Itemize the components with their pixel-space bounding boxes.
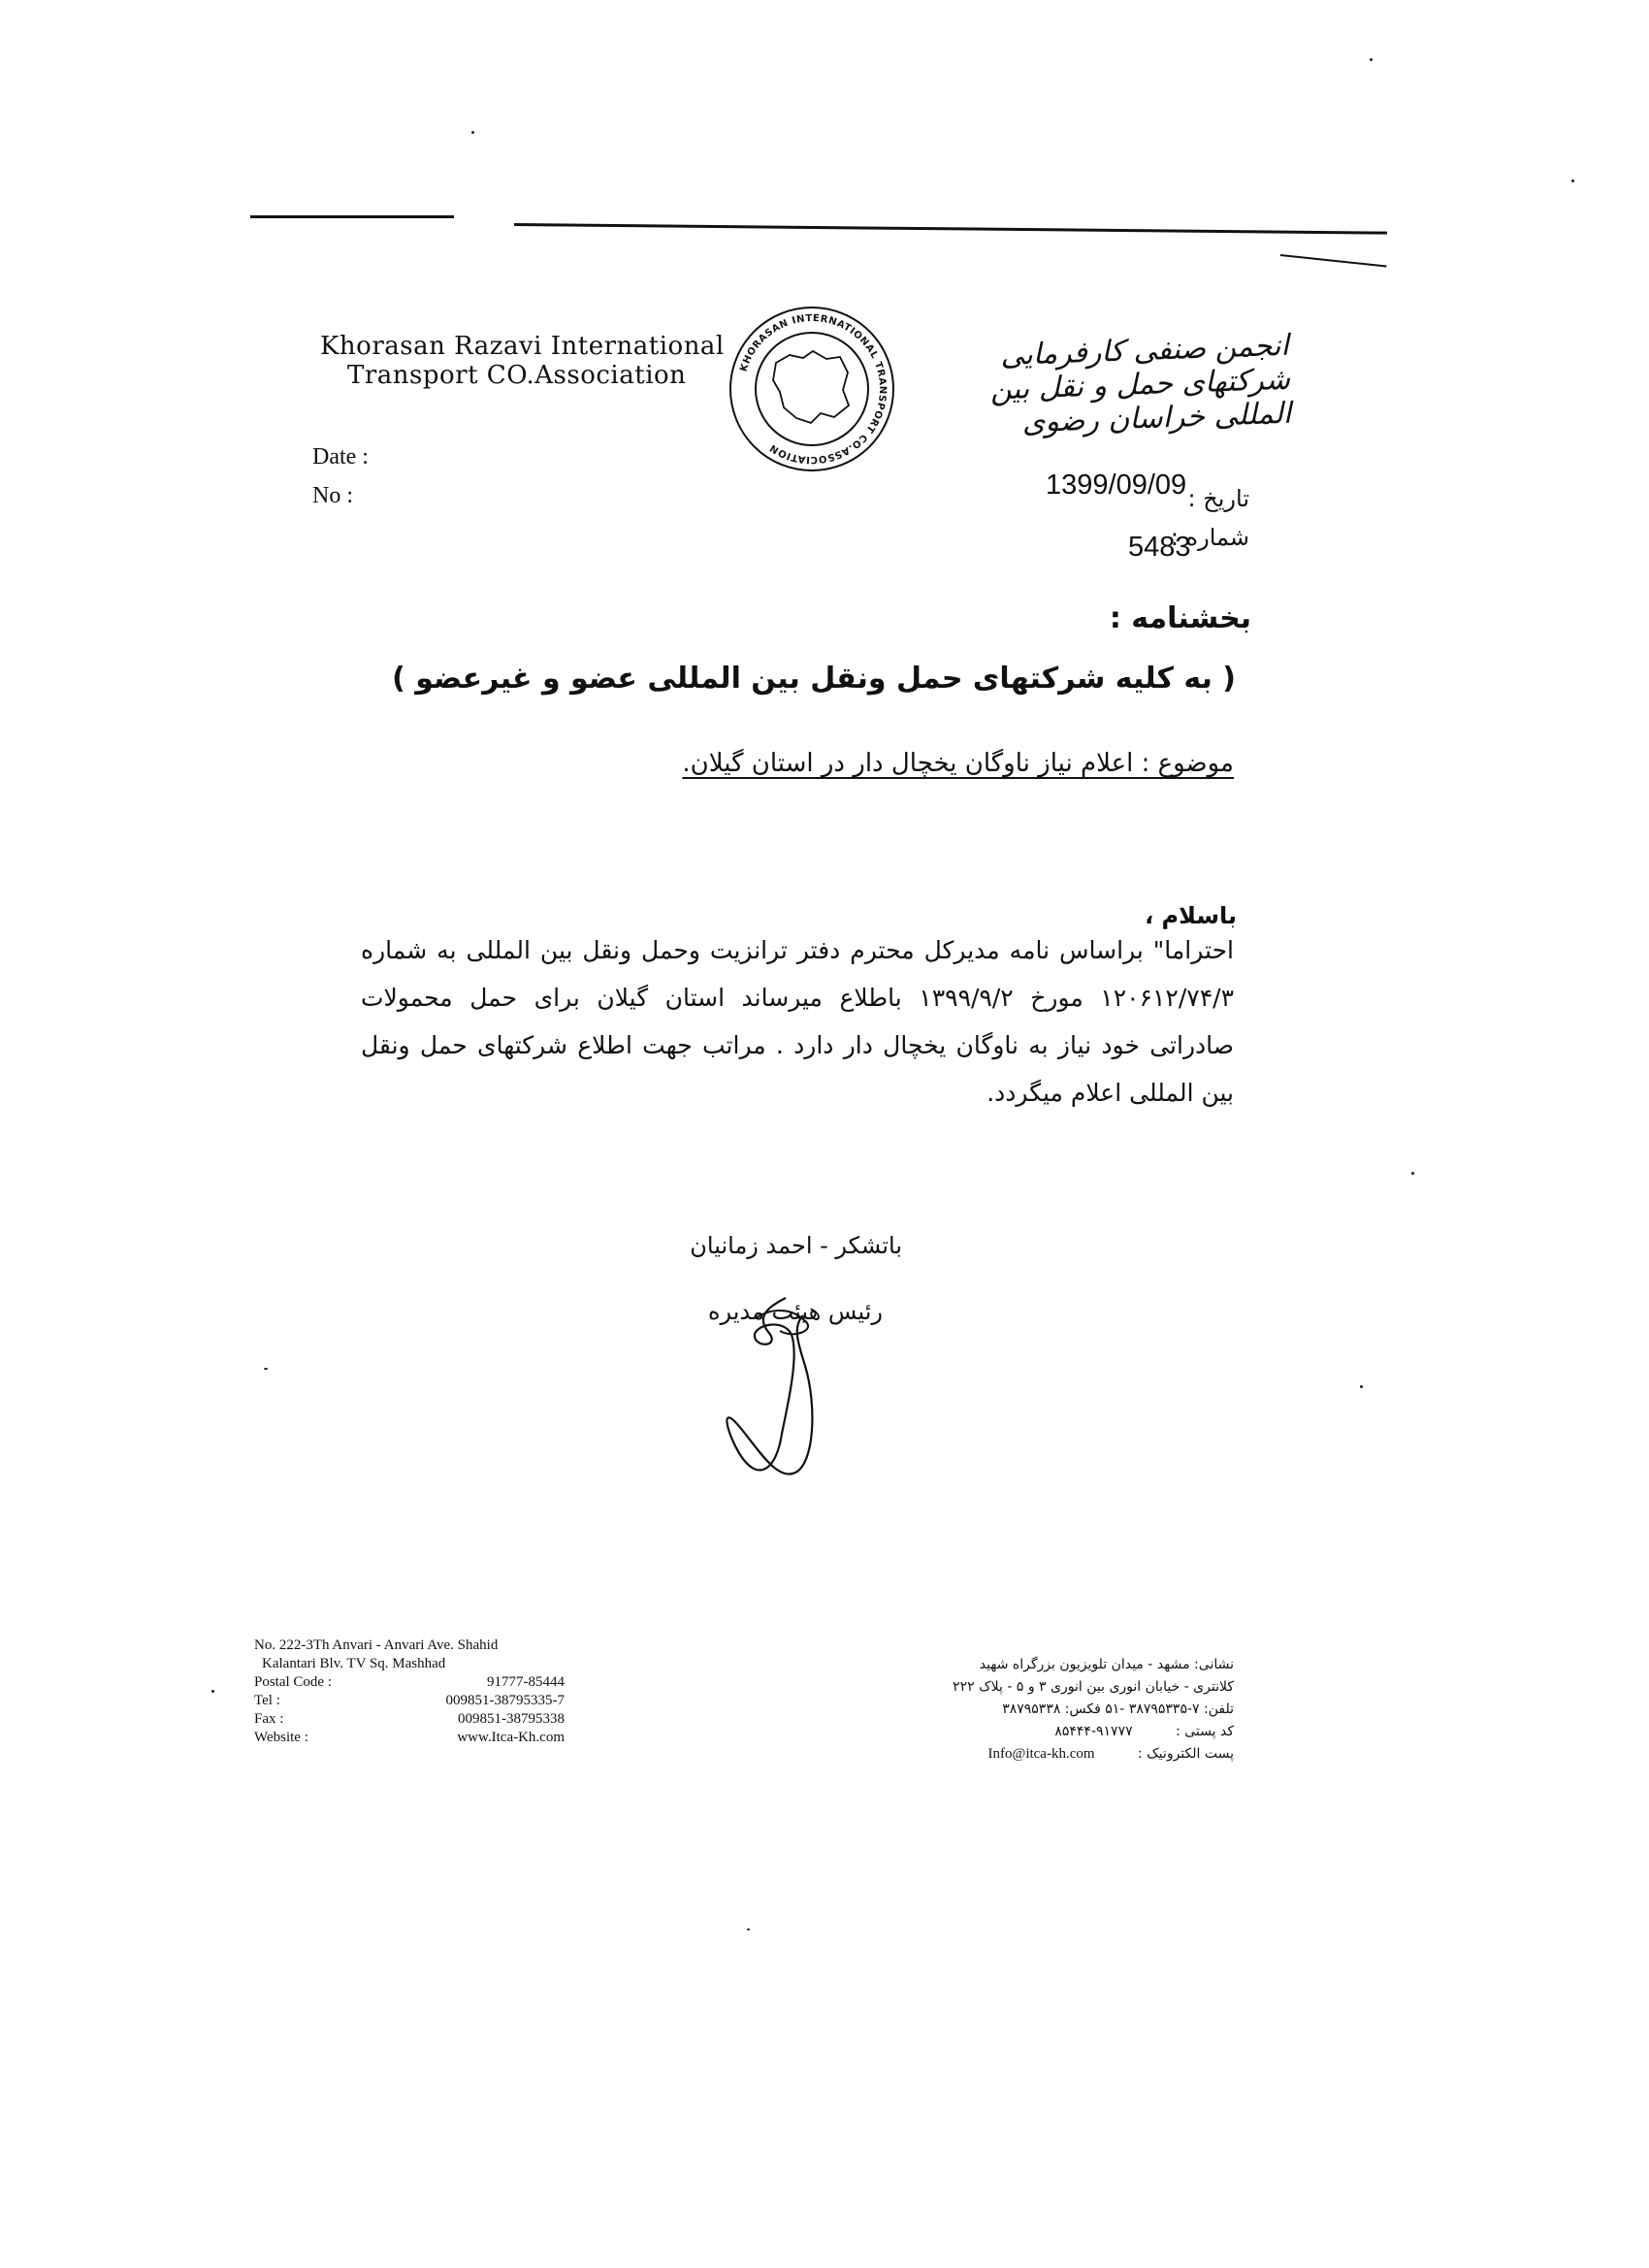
scan-speck (471, 131, 474, 134)
iran-map-icon (773, 351, 849, 423)
footer-fa-email-label: پست الکترونیک : (1138, 1746, 1234, 1762)
no-label-en: No : (312, 483, 353, 508)
scan-speck (1411, 1172, 1414, 1175)
header-rule-left (250, 215, 454, 218)
greeting: باسلام ، (1145, 902, 1237, 929)
footer-fa-phone-line: تلفن: ۷-۳۸۷۹۵۳۳۵ -۵۱ فکس: ۳۸۷۹۵۳۳۸ (1002, 1701, 1234, 1717)
number-value: 5483 (1128, 532, 1191, 563)
footer-postal-row (254, 1673, 565, 1692)
footer-postal-value: 91777-85444 (487, 1674, 565, 1690)
signature-scribble (698, 1288, 854, 1507)
footer-fa-email-value[interactable]: Info@itca-kh.com (987, 1746, 1095, 1762)
footer-fa-email-row (914, 1743, 1234, 1766)
org-name-fa: انجمن صنفی کارفرمایی شرکتهای حمل و نقل بین المللی خراسان رضوی (989, 328, 1292, 440)
signer-title: رئیس هیئت مدیره (707, 1298, 883, 1325)
letter-body: احتراما" براساس نامه مدیرکل محترم دفتر ترانزیت وحمل ونقل بین المللی به شماره ۱۲۰۶۱۲/۷۴/۳ مورخ ۱۳۹۹/۹/۲ باطلاع میرساند استان گیلان برای حمل محمولات صادراتی خود نیاز به ناوگان یخچال دار دارد . مراتب جهت اطلاع شرکتهای حمل ونقل بین المللی اعلام میگردد. (361, 936, 1234, 1107)
scan-speck (747, 1928, 750, 1930)
footer-website-row (254, 1729, 565, 1747)
subject: موضوع : اعلام نیاز ناوگان یخچال دار در استان گیلان. (682, 749, 1234, 778)
letter-type: بخشنامه : (1109, 601, 1251, 635)
footer-tel-row (254, 1692, 565, 1710)
recipients: ( به کلیه شرکتهای حمل ونقل بین المللی عضو و غیرعضو ) (392, 662, 1236, 696)
footer-address-line2: Kalantari Blv. TV Sq. Mashhad (262, 1656, 446, 1671)
date-label-fa: تاریخ : (1187, 485, 1249, 512)
org-name-en-line2: Transport CO.Association (347, 361, 687, 390)
closing: باتشکر - احمد زمانیان (690, 1232, 902, 1259)
footer-fa-postal-value: ۹۱۷۷۷-۸۵۴۴۴ (1054, 1724, 1133, 1739)
header-rule-tail (1280, 254, 1387, 267)
org-name-en (320, 332, 725, 390)
footer-fax-row (254, 1710, 565, 1729)
svg-text:KHORASAN INTERNATIONAL TRANSPO (738, 313, 888, 465)
footer-tel-label: Tel : (254, 1693, 280, 1708)
footer-website-label: Website : (254, 1730, 308, 1745)
scan-speck (264, 1368, 268, 1370)
scan-speck (1370, 58, 1373, 61)
association-seal-logo (726, 303, 898, 475)
org-name-en-line1: Khorasan Razavi International (320, 332, 725, 361)
footer-contact-fa (914, 1654, 1234, 1766)
seal-ring-text: KHORASAN INTERNATIONAL TRANSPORT CO.ASSOCIATION (738, 312, 889, 466)
date-value: 1399/09/09 (1046, 470, 1187, 501)
scan-speck (1360, 1385, 1363, 1388)
header-rule-main (514, 223, 1387, 235)
footer-postal-label: Postal Code : (254, 1674, 333, 1690)
scan-speck (1571, 179, 1574, 182)
footer-fa-postal-row (914, 1721, 1234, 1743)
scan-speck (211, 1690, 214, 1693)
footer-fa-address-line2: کلانتری - خیابان انوری بین انوری ۳ و ۵ - پلاک ۲۲۲ (953, 1679, 1234, 1695)
footer-address-line1: No. 222-3Th Anvari - Anvari Ave. Shahid (254, 1637, 499, 1653)
footer-fa-address-line1: نشانی: مشهد - میدان تلویزیون بزرگراه شهید (979, 1657, 1234, 1672)
footer-website-value[interactable]: www.Itca-Kh.com (457, 1730, 565, 1745)
number-label-fa: شماره : (1170, 524, 1249, 551)
footer-fax-value: 009851-38795338 (458, 1711, 565, 1727)
footer-tel-value: 009851-38795335-7 (445, 1693, 565, 1708)
date-label-en: Date : (312, 444, 369, 470)
footer-contact-en (254, 1636, 565, 1747)
footer-fa-postal-label: کد پستی : (1176, 1724, 1234, 1739)
footer-fax-label: Fax : (254, 1711, 284, 1727)
